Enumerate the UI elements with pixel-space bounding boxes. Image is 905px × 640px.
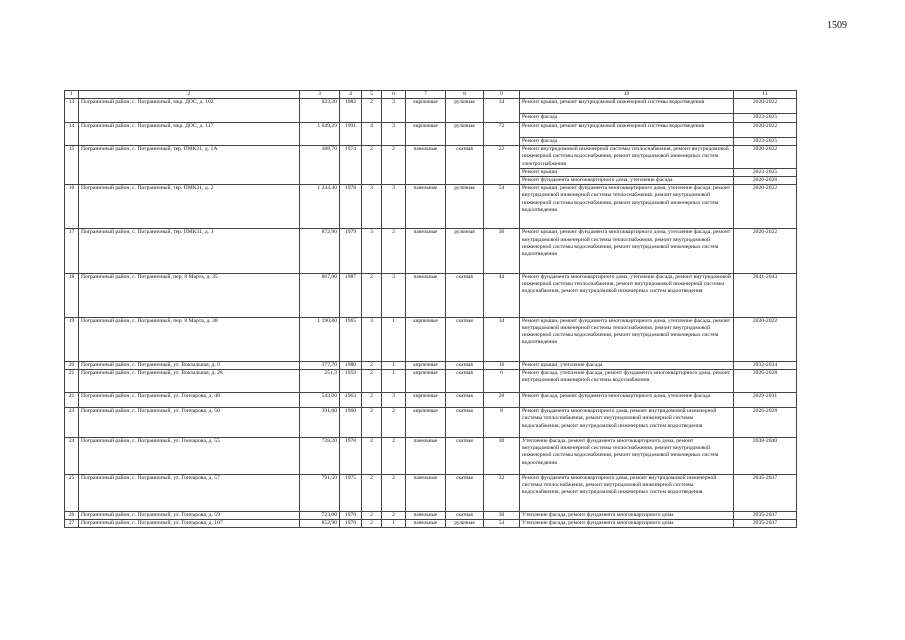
record-year: 1974	[340, 146, 362, 185]
column-number-row	[65, 91, 797, 99]
repair-work-description: Ремонт фундамента многоквартирного дома, ремонт внутридомовой инженерной системы теплоснабжения, ремонт внутридомовой инженерной системы водоснабжения, ремонт внутридомовой инженерных систем водоотведения	[520, 474, 734, 511]
record-entrances: 2	[382, 437, 406, 474]
record-year: 1963	[340, 392, 362, 407]
repair-period: 2020-2022	[734, 185, 797, 229]
repair-period: 2035-2037	[734, 474, 797, 511]
record-wall-material: кирпичные	[406, 408, 446, 438]
record-address: Пограничный район, с. Пограничный, ул. Гончарова, д. 57	[79, 474, 300, 511]
repair-work-description: Ремонт крыши, ремонт фундамента многоквартирного дома, утепление фасада, ремонт внутридомовой инженерной системы теплоснабжения, ремонт внутридомовой инженерной системы водоснабжения, ремонт внутридомовой инженерных систем водоотведения	[520, 229, 734, 273]
repair-work-description: Ремонт крыши, утепление фасада	[520, 361, 734, 369]
record-entrances: 2	[382, 408, 406, 438]
record-entrances: 2	[382, 511, 406, 519]
record-roof-type: рулонная	[446, 122, 484, 146]
record-area: 867,00	[300, 273, 340, 317]
record-wall-material: панельные	[406, 474, 446, 511]
repair-period: 2020-2022	[734, 229, 797, 273]
repair-period: 2029-2031	[734, 392, 797, 407]
record-area: 391,60	[300, 408, 340, 438]
column-number: 2	[79, 91, 300, 99]
record-roof-type: скатная	[446, 392, 484, 407]
column-number: 3	[300, 91, 340, 99]
record-entrances: 1	[382, 520, 406, 528]
record-address: Пограничный район, с. Пограничный, ул. Вокзальная, д. 28	[79, 370, 300, 393]
repair-work-description: Ремонт фасада	[520, 137, 734, 145]
record-number: 19	[65, 317, 79, 361]
record-area: 923,20	[300, 99, 340, 123]
record-wall-material: кирпичные	[406, 317, 446, 361]
record-entrances: 1	[382, 317, 406, 361]
record-floors: 3	[362, 317, 382, 361]
repair-period: 2026-2028	[734, 177, 797, 185]
record-year: 1982	[340, 99, 362, 123]
record-area: 1 190,80	[300, 317, 340, 361]
record-wall-material: панельные	[406, 146, 446, 185]
repair-period: 2020-2022	[734, 99, 797, 114]
column-number: 9	[484, 91, 520, 99]
record-apartments: 44	[484, 273, 520, 317]
record-entrances: 3	[382, 99, 406, 123]
record-number: 27	[65, 520, 79, 528]
repair-period: 2023-2025	[734, 114, 797, 122]
record-year: 1975	[340, 474, 362, 511]
record-area: 543,00	[300, 392, 340, 407]
record-apartments: 8	[484, 408, 520, 438]
record-wall-material: кирпичные	[406, 99, 446, 123]
record-floors: 3	[362, 229, 382, 273]
record-year: 1960	[340, 408, 362, 438]
repair-period: 2023-2025	[734, 137, 797, 145]
record-year: 1979	[340, 229, 362, 273]
record-wall-material: панельные	[406, 273, 446, 317]
repair-work-description: Ремонт фасада	[520, 114, 734, 122]
record-area: 728,20	[300, 437, 340, 474]
repair-work-description: Ремонт фундамента многоквартирного дома, ремонт внутридомовой инженерной системы теплоснабжения, ремонт внутридомовой инженерной системы водоснабжения, ремонт внутридомовой инженерных систем водоотведения	[520, 408, 734, 438]
repair-work-description: Утепление фасада, ремонт фундамента многоквартирного дома, ремонт внутридомовой инженерной системы теплоснабжения, ремонт внутридомовой инженерной системы водоснабжения, ремонт внутридомовой инженерных систем водоотведения	[520, 437, 734, 474]
record-address: Пограничный район, с. Пограничный, ул. Гончарова, д. 59	[79, 511, 300, 519]
record-entrances: 3	[382, 273, 406, 317]
record-roof-type: скатная	[446, 511, 484, 519]
repair-work-description: Ремонт фундамента многоквартирного дома, утепление фасада, ремонт внутридомовой инженерной системы теплоснабжения, ремонт внутридомовой инженерной системы водоснабжения, ремонт внутридомовой инженерных систем водоотведения	[520, 273, 734, 317]
record-roof-type: рулонная	[446, 99, 484, 123]
record-entrances: 2	[382, 229, 406, 273]
record-area: 388,70	[300, 146, 340, 185]
record-number: 14	[65, 122, 79, 146]
column-number: 4	[340, 91, 362, 99]
record-number: 15	[65, 146, 79, 185]
table-row	[65, 474, 797, 511]
record-number: 16	[65, 185, 79, 229]
repair-period: 2020-2022	[734, 146, 797, 169]
record-wall-material: панельные	[406, 520, 446, 528]
record-floors: 2	[362, 99, 382, 123]
record-floors: 3	[362, 185, 382, 229]
record-roof-type: рулонная	[446, 229, 484, 273]
record-roof-type: скатная	[446, 370, 484, 393]
record-address: Пограничный район, с. Пограничный, пер. 8 Марта, д. 35	[79, 273, 300, 317]
record-roof-type: рулонная	[446, 185, 484, 229]
repair-work-description: Ремонт фасада, ремонт фундамента многоквартирного дома, утепление фасада	[520, 392, 734, 407]
record-area: 1 049,29	[300, 122, 340, 146]
record-address: Пограничный район, с. Пограничный, мкр. ДОС, д. 117	[79, 122, 300, 146]
page-number: 1509	[827, 20, 847, 31]
record-roof-type: скатная	[446, 273, 484, 317]
record-floors: 2	[362, 437, 382, 474]
repair-period: 2038-2040	[734, 437, 797, 474]
record-address: Пограничный район, с. Пограничный, мкр. ДОС, д. 102	[79, 99, 300, 123]
column-number: 7	[406, 91, 446, 99]
record-apartments: 54	[484, 520, 520, 528]
table-row	[65, 408, 797, 438]
record-floors: 2	[362, 511, 382, 519]
record-year: 1976	[340, 520, 362, 528]
record-area: 723,00	[300, 511, 340, 519]
record-apartments: 72	[484, 122, 520, 146]
record-entrances: 2	[382, 474, 406, 511]
record-address: Пограничный район, с. Пограничный, ул. Гончарова, д. 48	[79, 392, 300, 407]
record-apartments: 6	[484, 370, 520, 393]
record-roof-type: скатная	[446, 317, 484, 361]
record-number: 20	[65, 361, 79, 369]
table-row	[65, 185, 797, 229]
record-wall-material: панельные	[406, 511, 446, 519]
table-row	[65, 317, 797, 361]
record-floors: 2	[362, 273, 382, 317]
record-number: 18	[65, 273, 79, 317]
column-number: 5	[362, 91, 382, 99]
table-row	[65, 361, 797, 369]
repair-period: 2026-2028	[734, 408, 797, 438]
record-apartments: 30	[484, 437, 520, 474]
record-floors: 2	[362, 361, 382, 369]
record-number: 13	[65, 99, 79, 123]
record-apartments: 34	[484, 317, 520, 361]
record-address: Пограничный район, с. Пограничный, ул. Гончарова, д. 107	[79, 520, 300, 528]
record-area: 872,90	[300, 229, 340, 273]
table-row	[65, 99, 797, 114]
repair-period: 2020-2022	[734, 122, 797, 137]
repair-work-description: Ремонт крыши, ремонт фундамента многоквартирного дома, утепление фасада, ремонт внутридомовой инженерной системы теплоснабжения, ремонт внутридомовой инженерной системы водоснабжения, ремонт внутридомовой инженерных систем водоотведения	[520, 185, 734, 229]
record-wall-material: кирпичные	[406, 392, 446, 407]
record-floors: 2	[362, 520, 382, 528]
table-row	[65, 370, 797, 393]
record-roof-type: скатная	[446, 408, 484, 438]
record-year: 1978	[340, 437, 362, 474]
table-row	[65, 122, 797, 137]
record-roof-type: скатная	[446, 437, 484, 474]
record-roof-type: скатная	[446, 361, 484, 369]
column-number: 11	[734, 91, 797, 99]
record-entrances: 1	[382, 361, 406, 369]
record-year: 1987	[340, 273, 362, 317]
table-row	[65, 229, 797, 273]
record-wall-material: панельные	[406, 437, 446, 474]
record-address: Пограничный район, с. Пограничный, тер. ПМК31, д. 3	[79, 229, 300, 273]
record-number: 25	[65, 474, 79, 511]
record-floors: 2	[362, 474, 382, 511]
table-row	[65, 273, 797, 317]
repair-work-description: Ремонт крыши, ремонт внутридомовой инженерной системы водоотведения	[520, 99, 734, 114]
record-area: 251,3	[300, 370, 340, 393]
table-row	[65, 392, 797, 407]
record-wall-material: панельные	[406, 185, 446, 229]
repair-work-description: Ремонт фасада, утепление фасада, ремонт фундамента многоквартирного дома, ремонт внутридомовой инженерной системы водоснабжения	[520, 370, 734, 393]
column-number: 10	[520, 91, 734, 99]
repair-period: 2023-2025	[734, 168, 797, 176]
record-floors: 2	[362, 146, 382, 185]
table-row	[65, 520, 797, 528]
record-address: Пограничный район, с. Пограничный, ул. Гончарова, д. 55	[79, 437, 300, 474]
repair-period: 2041-2043	[734, 273, 797, 317]
record-entrances: 2	[382, 146, 406, 185]
record-wall-material: кирпичные	[406, 370, 446, 393]
record-apartments: 36	[484, 229, 520, 273]
record-address: Пограничный район, с. Пограничный, тер. ПМК31, д. 1А	[79, 146, 300, 185]
repair-work-description: Ремонт крыши	[520, 168, 734, 176]
record-address: Пограничный район, с. Пограничный, ул. Вокзальная, д. 9	[79, 361, 300, 369]
record-entrances: 1	[382, 370, 406, 393]
repair-work-description: Утепление фасада, ремонт фундамента многоквартирного дома	[520, 511, 734, 519]
record-roof-type: скатная	[446, 146, 484, 185]
column-number: 8	[446, 91, 484, 99]
record-apartments: 16	[484, 361, 520, 369]
record-apartments: 34	[484, 99, 520, 123]
record-area: 377,70	[300, 361, 340, 369]
repair-period: 2035-2037	[734, 520, 797, 528]
record-floors: 4	[362, 122, 382, 146]
record-area: 852,90	[300, 520, 340, 528]
repair-period: 2035-2037	[734, 511, 797, 519]
record-roof-type: скатная	[446, 474, 484, 511]
record-number: 24	[65, 437, 79, 474]
record-floors: 2	[362, 392, 382, 407]
record-floors: 2	[362, 370, 382, 393]
record-apartments: 32	[484, 474, 520, 511]
table-row	[65, 146, 797, 169]
record-year: 1980	[340, 361, 362, 369]
record-number: 26	[65, 511, 79, 519]
record-apartments: 20	[484, 392, 520, 407]
record-area: 1 244,40	[300, 185, 340, 229]
record-number: 17	[65, 229, 79, 273]
record-area: 791,50	[300, 474, 340, 511]
record-year: 1959	[340, 370, 362, 393]
record-entrances: 3	[382, 185, 406, 229]
repair-period: 2026-2028	[734, 370, 797, 393]
record-year: 1978	[340, 185, 362, 229]
table-row	[65, 437, 797, 474]
column-number: 6	[382, 91, 406, 99]
repair-work-description: Ремонт крыши, ремонт фундамента многоквартирного дома, утепление фасада, ремонт внутридомовой инженерной системы теплоснабжения, ремонт внутридомовой инженерной системы водоснабжения, ремонт внутридомовой инженерных систем водоотведения	[520, 317, 734, 361]
repair-period: 2020-2022	[734, 317, 797, 361]
record-address: Пограничный район, с. Пограничный, пер. 8 Марта, д. 38	[79, 317, 300, 361]
record-floors: 2	[362, 408, 382, 438]
repair-work-description: Ремонт фундамента многоквартирного дома, утепление фасада	[520, 177, 734, 185]
record-year: 1965	[340, 317, 362, 361]
record-wall-material: панельные	[406, 229, 446, 273]
record-address: Пограничный район, с. Пограничный, тер. ПМК31, д. 2	[79, 185, 300, 229]
record-apartments: 22	[484, 146, 520, 185]
record-entrances: 3	[382, 122, 406, 146]
record-year: 1991	[340, 122, 362, 146]
repair-period: 2032-2034	[734, 361, 797, 369]
table-row	[65, 511, 797, 519]
repair-work-description: Утепление фасада, ремонт фундамента многоквартирного дома	[520, 520, 734, 528]
record-wall-material: кирпичные	[406, 122, 446, 146]
record-wall-material: кирпичные	[406, 361, 446, 369]
record-year: 1976	[340, 511, 362, 519]
repair-work-description: Ремонт внутридомовой инженерной системы теплоснабжения, ремонт внутридомовой инженерной системы водоснабжения, ремонт внутридомовой инженерных систем электроснабжения	[520, 146, 734, 169]
record-entrances: 3	[382, 392, 406, 407]
housing-repair-table	[64, 90, 797, 528]
column-number: 1	[65, 91, 79, 99]
record-roof-type: рулонная	[446, 520, 484, 528]
record-number: 21	[65, 370, 79, 393]
record-number: 23	[65, 408, 79, 438]
record-apartments: 54	[484, 185, 520, 229]
record-apartments: 30	[484, 511, 520, 519]
record-number: 21	[65, 392, 79, 407]
record-address: Пограничный район, с. Пограничный, ул. Гончарова, д. 50	[79, 408, 300, 438]
repair-work-description: Ремонт крыши, ремонт внутридомовой инженерной системы водоотведения	[520, 122, 734, 137]
